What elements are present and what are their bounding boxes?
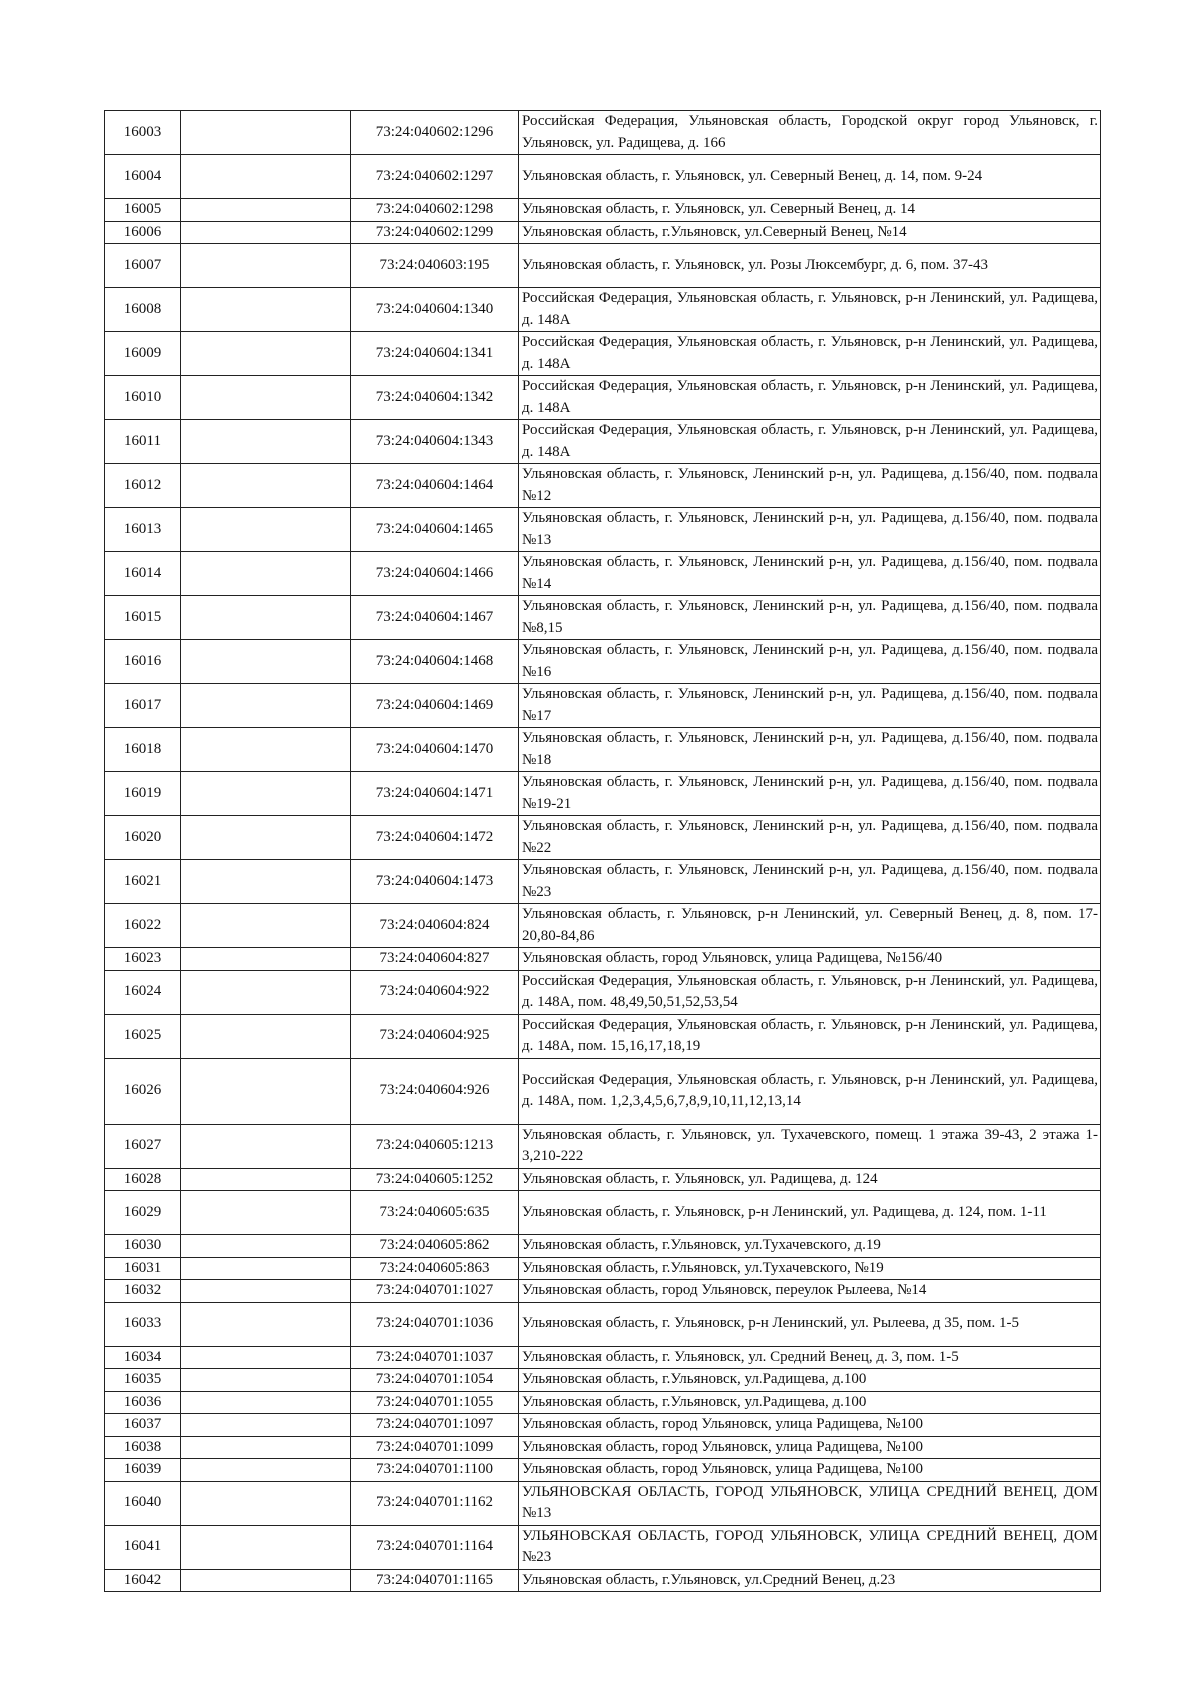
address-cell: Ульяновская область, г.Ульяновск, ул.Радищева, д.100	[519, 1391, 1101, 1414]
table-row	[105, 1280, 1101, 1303]
address-cell: Ульяновская область, г. Ульяновск, Ленинский р-н, ул. Радищева, д.156/40, пом. подвала №18	[519, 728, 1101, 772]
cadastral-number-cell: 73:24:040604:1473	[351, 860, 519, 904]
cadastral-number-cell: 73:24:040604:1470	[351, 728, 519, 772]
row-number-cell: 16025	[105, 1014, 181, 1058]
address-cell: Ульяновская область, г. Ульяновск, Ленинский р-н, ул. Радищева, д.156/40, пом. подвала №14	[519, 552, 1101, 596]
table-row	[105, 376, 1101, 420]
row-number-cell: 16040	[105, 1481, 181, 1525]
table-row	[105, 288, 1101, 332]
address-cell: УЛЬЯНОВСКАЯ ОБЛАСТЬ, ГОРОД УЛЬЯНОВСК, УЛИЦА СРЕДНИЙ ВЕНЕЦ, ДОМ №13	[519, 1481, 1101, 1525]
cadastral-number-cell: 73:24:040602:1297	[351, 155, 519, 199]
row-number-cell: 16003	[105, 111, 181, 155]
empty-cell	[181, 1459, 351, 1482]
empty-cell	[181, 288, 351, 332]
address-cell: Ульяновская область, город Ульяновск, улица Радищева, №100	[519, 1414, 1101, 1437]
row-number-cell: 16011	[105, 420, 181, 464]
table-row	[105, 1058, 1101, 1124]
cadastral-number-cell: 73:24:040605:862	[351, 1235, 519, 1258]
row-number-cell: 16036	[105, 1391, 181, 1414]
table-row	[105, 1525, 1101, 1569]
table-row	[105, 420, 1101, 464]
cadastral-number-cell: 73:24:040604:926	[351, 1058, 519, 1124]
row-number-cell: 16029	[105, 1191, 181, 1235]
address-cell: Ульяновская область, г.Ульяновск, ул.Северный Венец, №14	[519, 221, 1101, 244]
cadastral-number-cell: 73:24:040604:925	[351, 1014, 519, 1058]
cadastral-number-cell: 73:24:040604:1472	[351, 816, 519, 860]
empty-cell	[181, 376, 351, 420]
cadastral-number-cell: 73:24:040605:863	[351, 1257, 519, 1280]
address-cell: Ульяновская область, г. Ульяновск, ул. Радищева, д. 124	[519, 1168, 1101, 1191]
cadastral-number-cell: 73:24:040701:1099	[351, 1436, 519, 1459]
row-number-cell: 16017	[105, 684, 181, 728]
cadastral-number-cell: 73:24:040701:1100	[351, 1459, 519, 1482]
table-row	[105, 244, 1101, 288]
cadastral-number-cell: 73:24:040604:1342	[351, 376, 519, 420]
empty-cell	[181, 1391, 351, 1414]
empty-cell	[181, 155, 351, 199]
empty-cell	[181, 860, 351, 904]
address-cell: Российская Федерация, Ульяновская область, г. Ульяновск, р-н Ленинский, ул. Радищева, д. 148А	[519, 288, 1101, 332]
address-cell: Ульяновская область, г. Ульяновск, Ленинский р-н, ул. Радищева, д.156/40, пом. подвала №23	[519, 860, 1101, 904]
empty-cell	[181, 816, 351, 860]
empty-cell	[181, 1414, 351, 1437]
row-number-cell: 16028	[105, 1168, 181, 1191]
empty-cell	[181, 221, 351, 244]
table-row	[105, 1168, 1101, 1191]
row-number-cell: 16019	[105, 772, 181, 816]
table-row	[105, 904, 1101, 948]
cadastral-number-cell: 73:24:040604:1464	[351, 464, 519, 508]
table-body	[105, 111, 1101, 1592]
cadastral-number-cell: 73:24:040604:827	[351, 948, 519, 971]
address-cell: Ульяновская область, город Ульяновск, улица Радищева, №100	[519, 1436, 1101, 1459]
address-cell: Российская Федерация, Ульяновская область, г. Ульяновск, р-н Ленинский, ул. Радищева, д. 148А, пом. 1,2,3,4,5,6,7,8,9,10,11,12,13,14	[519, 1058, 1101, 1124]
table-row	[105, 508, 1101, 552]
table-row	[105, 1302, 1101, 1346]
table-row	[105, 860, 1101, 904]
cadastral-number-cell: 73:24:040701:1037	[351, 1346, 519, 1369]
table-row	[105, 1235, 1101, 1258]
row-number-cell: 16024	[105, 970, 181, 1014]
empty-cell	[181, 948, 351, 971]
address-cell: Ульяновская область, г. Ульяновск, р-н Ленинский, ул. Рылеева, д 35, пом. 1-5	[519, 1302, 1101, 1346]
row-number-cell: 16034	[105, 1346, 181, 1369]
cadastral-number-cell: 73:24:040701:1036	[351, 1302, 519, 1346]
address-cell: Ульяновская область, г. Ульяновск, Ленинский р-н, ул. Радищева, д.156/40, пом. подвала №8,15	[519, 596, 1101, 640]
address-cell: Ульяновская область, г.Ульяновск, ул.Средний Венец, д.23	[519, 1569, 1101, 1592]
table-row	[105, 1481, 1101, 1525]
table-row	[105, 596, 1101, 640]
cadastral-number-cell: 73:24:040701:1165	[351, 1569, 519, 1592]
row-number-cell: 16032	[105, 1280, 181, 1303]
cadastral-number-cell: 73:24:040604:922	[351, 970, 519, 1014]
cadastral-number-cell: 73:24:040604:1471	[351, 772, 519, 816]
row-number-cell: 16031	[105, 1257, 181, 1280]
empty-cell	[181, 1124, 351, 1168]
address-cell: Российская Федерация, Ульяновская область, г. Ульяновск, р-н Ленинский, ул. Радищева, д. 148А	[519, 332, 1101, 376]
address-cell: Ульяновская область, г. Ульяновск, Ленинский р-н, ул. Радищева, д.156/40, пом. подвала №12	[519, 464, 1101, 508]
empty-cell	[181, 199, 351, 222]
address-cell: Ульяновская область, г. Ульяновск, Ленинский р-н, ул. Радищева, д.156/40, пом. подвала №13	[519, 508, 1101, 552]
address-cell: Ульяновская область, г.Ульяновск, ул.Радищева, д.100	[519, 1369, 1101, 1392]
cadastral-number-cell: 73:24:040701:1027	[351, 1280, 519, 1303]
row-number-cell: 16030	[105, 1235, 181, 1258]
address-cell: Ульяновская область, г. Ульяновск, Ленинский р-н, ул. Радищева, д.156/40, пом. подвала №17	[519, 684, 1101, 728]
cadastral-register-table	[104, 110, 1101, 1592]
cadastral-number-cell: 73:24:040604:1341	[351, 332, 519, 376]
table-row	[105, 970, 1101, 1014]
cadastral-number-cell: 73:24:040604:1468	[351, 640, 519, 684]
table-row	[105, 1346, 1101, 1369]
table-row	[105, 1459, 1101, 1482]
empty-cell	[181, 1014, 351, 1058]
row-number-cell: 16005	[105, 199, 181, 222]
cadastral-number-cell: 73:24:040701:1162	[351, 1481, 519, 1525]
table-row	[105, 221, 1101, 244]
row-number-cell: 16008	[105, 288, 181, 332]
table-row	[105, 1391, 1101, 1414]
table-row	[105, 1436, 1101, 1459]
address-cell: Ульяновская область, г. Ульяновск, ул. Тухачевского, помещ. 1 этажа 39-43, 2 этажа 1-3,210-222	[519, 1124, 1101, 1168]
cadastral-number-cell: 73:24:040604:1469	[351, 684, 519, 728]
row-number-cell: 16038	[105, 1436, 181, 1459]
cadastral-number-cell: 73:24:040605:635	[351, 1191, 519, 1235]
row-number-cell: 16020	[105, 816, 181, 860]
empty-cell	[181, 1257, 351, 1280]
cadastral-number-cell: 73:24:040604:1343	[351, 420, 519, 464]
address-cell: Российская Федерация, Ульяновская область, г. Ульяновск, р-н Ленинский, ул. Радищева, д. 148А, пом. 48,49,50,51,52,53,54	[519, 970, 1101, 1014]
empty-cell	[181, 111, 351, 155]
address-cell: Ульяновская область, г. Ульяновск, р-н Ленинский, ул. Северный Венец, д. 8, пом. 17-20,80-84,86	[519, 904, 1101, 948]
row-number-cell: 16004	[105, 155, 181, 199]
empty-cell	[181, 640, 351, 684]
table-row	[105, 332, 1101, 376]
row-number-cell: 16027	[105, 1124, 181, 1168]
empty-cell	[181, 1168, 351, 1191]
table-row	[105, 948, 1101, 971]
table-row	[105, 155, 1101, 199]
empty-cell	[181, 1280, 351, 1303]
cadastral-number-cell: 73:24:040603:195	[351, 244, 519, 288]
address-cell: Ульяновская область, г. Ульяновск, ул. Средний Венец, д. 3, пом. 1-5	[519, 1346, 1101, 1369]
address-cell: Ульяновская область, г. Ульяновск, ул. Северный Венец, д. 14	[519, 199, 1101, 222]
address-cell: Ульяновская область, город Ульяновск, улица Радищева, №156/40	[519, 948, 1101, 971]
table-row	[105, 111, 1101, 155]
row-number-cell: 16026	[105, 1058, 181, 1124]
empty-cell	[181, 728, 351, 772]
table-row	[105, 1191, 1101, 1235]
empty-cell	[181, 1346, 351, 1369]
cadastral-number-cell: 73:24:040602:1299	[351, 221, 519, 244]
address-cell: Ульяновская область, город Ульяновск, улица Радищева, №100	[519, 1459, 1101, 1482]
empty-cell	[181, 1569, 351, 1592]
cadastral-number-cell: 73:24:040701:1054	[351, 1369, 519, 1392]
empty-cell	[181, 970, 351, 1014]
row-number-cell: 16015	[105, 596, 181, 640]
table-row	[105, 640, 1101, 684]
row-number-cell: 16012	[105, 464, 181, 508]
empty-cell	[181, 244, 351, 288]
empty-cell	[181, 1235, 351, 1258]
empty-cell	[181, 1525, 351, 1569]
row-number-cell: 16018	[105, 728, 181, 772]
cadastral-number-cell: 73:24:040604:1465	[351, 508, 519, 552]
row-number-cell: 16041	[105, 1525, 181, 1569]
address-cell: УЛЬЯНОВСКАЯ ОБЛАСТЬ, ГОРОД УЛЬЯНОВСК, УЛИЦА СРЕДНИЙ ВЕНЕЦ, ДОМ №23	[519, 1525, 1101, 1569]
row-number-cell: 16042	[105, 1569, 181, 1592]
row-number-cell: 16039	[105, 1459, 181, 1482]
table-row	[105, 1369, 1101, 1392]
address-cell: Ульяновская область, г.Ульяновск, ул.Тухачевского, д.19	[519, 1235, 1101, 1258]
cadastral-number-cell: 73:24:040604:1340	[351, 288, 519, 332]
row-number-cell: 16016	[105, 640, 181, 684]
table-row	[105, 1014, 1101, 1058]
table-row	[105, 1257, 1101, 1280]
table-row	[105, 1124, 1101, 1168]
row-number-cell: 16014	[105, 552, 181, 596]
row-number-cell: 16037	[105, 1414, 181, 1437]
empty-cell	[181, 1191, 351, 1235]
cadastral-number-cell: 73:24:040604:1467	[351, 596, 519, 640]
cadastral-number-cell: 73:24:040701:1097	[351, 1414, 519, 1437]
table-row	[105, 1569, 1101, 1592]
table-row	[105, 1414, 1101, 1437]
address-cell: Ульяновская область, г. Ульяновск, р-н Ленинский, ул. Радищева, д. 124, пом. 1-11	[519, 1191, 1101, 1235]
empty-cell	[181, 904, 351, 948]
empty-cell	[181, 508, 351, 552]
table-row	[105, 728, 1101, 772]
table-row	[105, 552, 1101, 596]
row-number-cell: 16013	[105, 508, 181, 552]
address-cell: Российская Федерация, Ульяновская область, г. Ульяновск, р-н Ленинский, ул. Радищева, д. 148А	[519, 376, 1101, 420]
empty-cell	[181, 1369, 351, 1392]
address-cell: Ульяновская область, г. Ульяновск, ул. Северный Венец, д. 14, пом. 9-24	[519, 155, 1101, 199]
cadastral-number-cell: 73:24:040604:1466	[351, 552, 519, 596]
address-cell: Ульяновская область, г. Ульяновск, Ленинский р-н, ул. Радищева, д.156/40, пом. подвала №22	[519, 816, 1101, 860]
empty-cell	[181, 420, 351, 464]
address-cell: Российская Федерация, Ульяновская область, Городской округ город Ульяновск, г. Ульяновск, ул. Радищева, д. 166	[519, 111, 1101, 155]
cadastral-number-cell: 73:24:040602:1296	[351, 111, 519, 155]
row-number-cell: 16035	[105, 1369, 181, 1392]
address-cell: Ульяновская область, г. Ульяновск, Ленинский р-н, ул. Радищева, д.156/40, пом. подвала №16	[519, 640, 1101, 684]
cadastral-number-cell: 73:24:040602:1298	[351, 199, 519, 222]
cadastral-number-cell: 73:24:040605:1213	[351, 1124, 519, 1168]
row-number-cell: 16023	[105, 948, 181, 971]
empty-cell	[181, 684, 351, 728]
empty-cell	[181, 596, 351, 640]
table-row	[105, 816, 1101, 860]
address-cell: Ульяновская область, г. Ульяновск, ул. Розы Люксембург, д. 6, пом. 37-43	[519, 244, 1101, 288]
empty-cell	[181, 464, 351, 508]
table-row	[105, 464, 1101, 508]
address-cell: Ульяновская область, город Ульяновск, переулок Рылеева, №14	[519, 1280, 1101, 1303]
row-number-cell: 16022	[105, 904, 181, 948]
row-number-cell: 16007	[105, 244, 181, 288]
row-number-cell: 16006	[105, 221, 181, 244]
cadastral-number-cell: 73:24:040604:824	[351, 904, 519, 948]
address-cell: Российская Федерация, Ульяновская область, г. Ульяновск, р-н Ленинский, ул. Радищева, д. 148А	[519, 420, 1101, 464]
cadastral-number-cell: 73:24:040605:1252	[351, 1168, 519, 1191]
address-cell: Российская Федерация, Ульяновская область, г. Ульяновск, р-н Ленинский, ул. Радищева, д. 148А, пом. 15,16,17,18,19	[519, 1014, 1101, 1058]
empty-cell	[181, 1058, 351, 1124]
empty-cell	[181, 1436, 351, 1459]
empty-cell	[181, 772, 351, 816]
row-number-cell: 16033	[105, 1302, 181, 1346]
row-number-cell: 16009	[105, 332, 181, 376]
cadastral-number-cell: 73:24:040701:1164	[351, 1525, 519, 1569]
cadastral-number-cell: 73:24:040701:1055	[351, 1391, 519, 1414]
empty-cell	[181, 552, 351, 596]
empty-cell	[181, 1302, 351, 1346]
address-cell: Ульяновская область, г.Ульяновск, ул.Тухачевского, №19	[519, 1257, 1101, 1280]
empty-cell	[181, 332, 351, 376]
table-row	[105, 684, 1101, 728]
row-number-cell: 16021	[105, 860, 181, 904]
table-row	[105, 772, 1101, 816]
address-cell: Ульяновская область, г. Ульяновск, Ленинский р-н, ул. Радищева, д.156/40, пом. подвала №19-21	[519, 772, 1101, 816]
row-number-cell: 16010	[105, 376, 181, 420]
empty-cell	[181, 1481, 351, 1525]
table-row	[105, 199, 1101, 222]
